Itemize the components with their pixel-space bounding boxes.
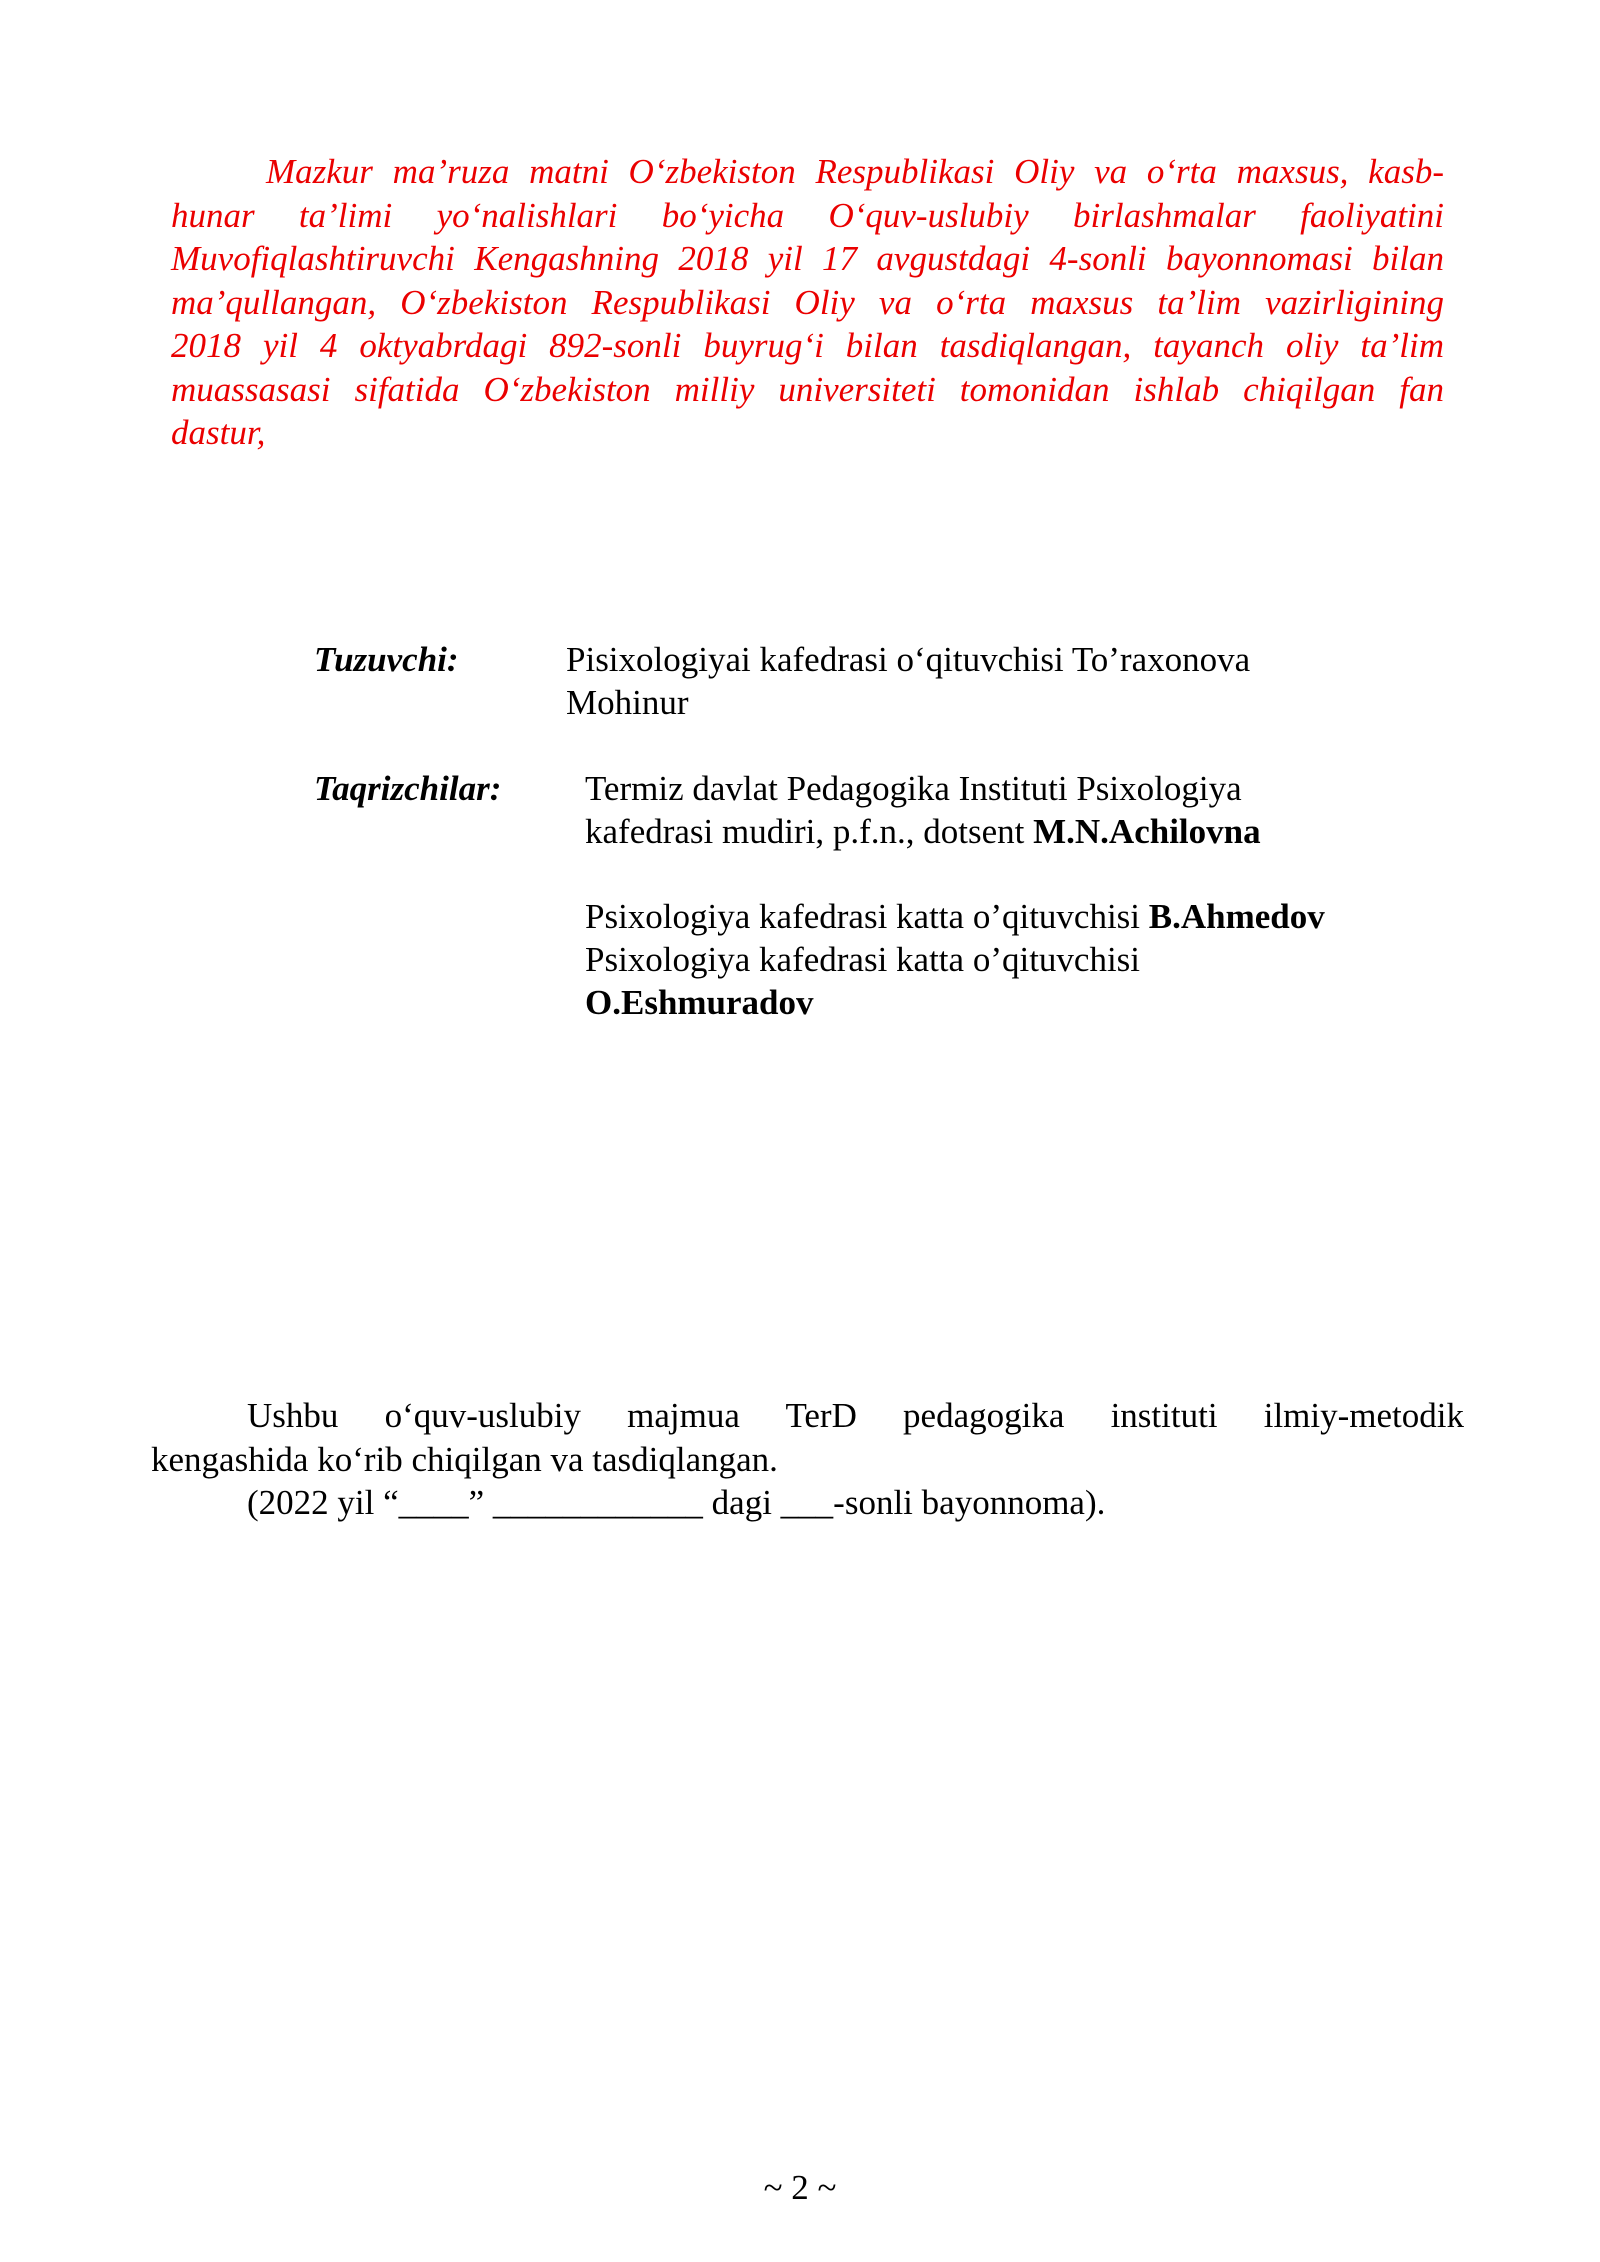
reviewer-1-name: M.N.Achilovna (1033, 812, 1261, 851)
reviewer-1-position: kafedrasi mudiri, p.f.n., dotsent (585, 812, 1034, 851)
compiler-line: Pisixologiyai kafedrasi o‘qituvchisi To’raxonova (566, 640, 1251, 679)
approval-paragraph (151, 1394, 1464, 1525)
reviewer-2-name: B.Ahmedov (1148, 897, 1325, 936)
reviewer-2-line (585, 895, 1325, 938)
intro-line: Mazkur ma’ruza matni O‘zbekiston Respublikasi Oliy va o‘rta maxsus, kasb- (266, 152, 1444, 191)
page-number: ~ 2 ~ (763, 2168, 837, 2207)
compiler-label: Tuzuvchi: (314, 640, 459, 679)
compiler-value (566, 638, 1250, 724)
approval-protocol-line: (2022 yil “____” ____________ dagi ___-sonli bayonnoma). (247, 1483, 1106, 1522)
reviewer-2-3 (585, 895, 1325, 1024)
reviewer-1-line (585, 810, 1261, 853)
reviewers-label: Taqrizchilar: (314, 769, 502, 808)
compiler-name: Mohinur (566, 683, 689, 722)
intro-line: ma’qullangan, O‘zbekiston Respublikasi Oliy va o‘rta maxsus ta’lim vazirligining (171, 282, 1444, 322)
reviewer-3-position: Psixologiya kafedrasi katta o’qituvchisi (585, 940, 1141, 979)
reviewer-1-line: Termiz davlat Pedagogika Instituti Psixologiya (585, 769, 1242, 808)
approval-line: kengashida ko‘rib chiqilgan va tasdiqlangan. (151, 1439, 778, 1479)
intro-paragraph (171, 150, 1444, 455)
reviewer-3-name: O.Eshmuradov (585, 983, 814, 1022)
reviewer-2-position: Psixologiya kafedrasi katta o’qituvchisi (585, 897, 1149, 936)
reviewer-1 (585, 767, 1261, 853)
intro-line: hunar ta’limi yo‘nalishlari bo‘yicha O‘quv-uslubiy birlashmalar faoliyatini (171, 195, 1444, 235)
intro-line: Muvofiqlashtiruvchi Kengashning 2018 yil 17 avgustdagi 4-sonli bayonnomasi bilan (171, 239, 1444, 278)
intro-line: muassasasi sifatida O‘zbekiston milliy universiteti tomonidan ishlab chiqilgan fan (171, 369, 1444, 409)
intro-line: dastur, (171, 413, 266, 452)
approval-line: Ushbu o‘quv-uslubiy majmua TerD pedagogika instituti ilmiy-metodik (247, 1396, 1464, 1435)
intro-line: 2018 yil 4 oktyabrdagi 892-sonli buyrug‘i bilan tasdiqlangan, tayanch oliy ta’lim (171, 326, 1444, 365)
